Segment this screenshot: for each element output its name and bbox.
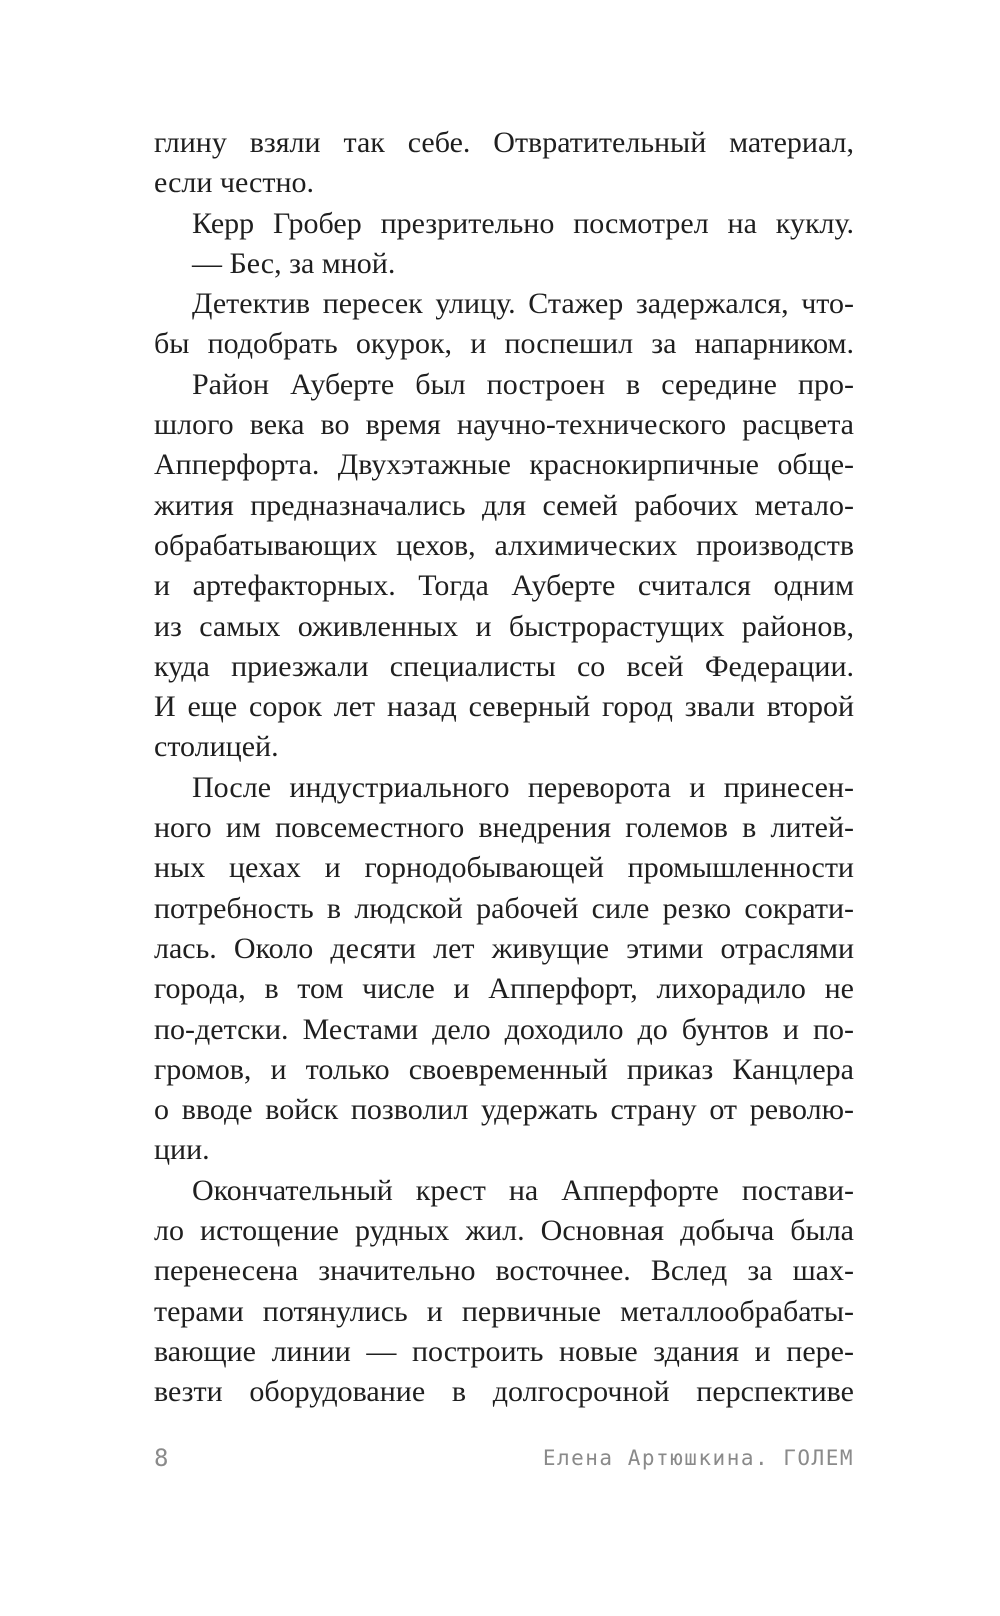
text-line: из самых оживленных и быстрорастущих районов,	[154, 609, 854, 643]
text-line: лась. Около десяти лет живущие этими отраслями	[154, 931, 854, 965]
text-line: перенесена значительно восточнее. Вслед за шах-	[154, 1254, 854, 1288]
text-line: вающие линии — построить новые здания и пере-	[154, 1334, 854, 1368]
text-line: Район Ауберте был построен в середине про-	[192, 367, 854, 401]
text-line: столицей.	[154, 730, 279, 764]
text-line: города, в том числе и Апперфорт, лихорадило не	[154, 972, 854, 1006]
text-line: Детектив пересек улицу. Стажер задержался, что-	[192, 287, 854, 321]
text-line: и артефакторных. Тогда Ауберте считался одним	[154, 569, 854, 603]
body-text	[154, 123, 854, 1413]
text-line: жития предназначались для семей рабочих метало-	[154, 488, 854, 522]
text-line: Керр Гробер презрительно посмотрел на куклу.	[192, 206, 854, 240]
page-footer	[154, 1443, 854, 1473]
text-line: ции.	[154, 1133, 210, 1167]
text-line: о вводе войск позволил удержать страну от револю-	[154, 1093, 854, 1127]
page-number: 8	[154, 1444, 169, 1472]
text-line: везти оборудование в долгосрочной перспективе	[154, 1375, 854, 1409]
text-line: ных цехах и горнодобывающей промышленности	[154, 851, 854, 885]
text-line: куда приезжали специалисты со всей Федерации.	[154, 649, 854, 683]
text-line: терами потянулись и первичные металлообрабаты-	[154, 1294, 854, 1328]
text-line: потребность в людской рабочей силе резко сократи-	[154, 891, 854, 925]
text-line: бы подобрать окурок, и поспешил за напарником.	[154, 327, 854, 361]
text-line: обрабатывающих цехов, алхимических производств	[154, 528, 854, 562]
text-line: шлого века во время научно-технического расцвета	[154, 408, 854, 442]
text-line: ного им повсеместного внедрения големов в литей-	[154, 811, 854, 845]
text-line: Апперфорта. Двухэтажные краснокирпичные обще-	[154, 448, 854, 482]
text-line: Окончательный крест на Апперфорте постави-	[192, 1173, 854, 1207]
text-line: После индустриального переворота и принесен-	[192, 770, 854, 804]
text-line: ло истощение рудных жил. Основная добыча была	[154, 1214, 854, 1248]
text-line: если честно.	[154, 166, 315, 200]
running-head: Елена Артюшкина. ГОЛЕМ	[542, 1446, 854, 1470]
text-line: громов, и только своевременный приказ Канцлера	[154, 1052, 854, 1086]
text-line: — Бес, за мной.	[192, 246, 396, 280]
text-line: И еще сорок лет назад северный город звали второй	[154, 690, 854, 724]
text-line: глину взяли так себе. Отвратительный материал,	[154, 126, 854, 159]
text-line: по-детски. Местами дело доходило до бунтов и по-	[154, 1012, 854, 1046]
